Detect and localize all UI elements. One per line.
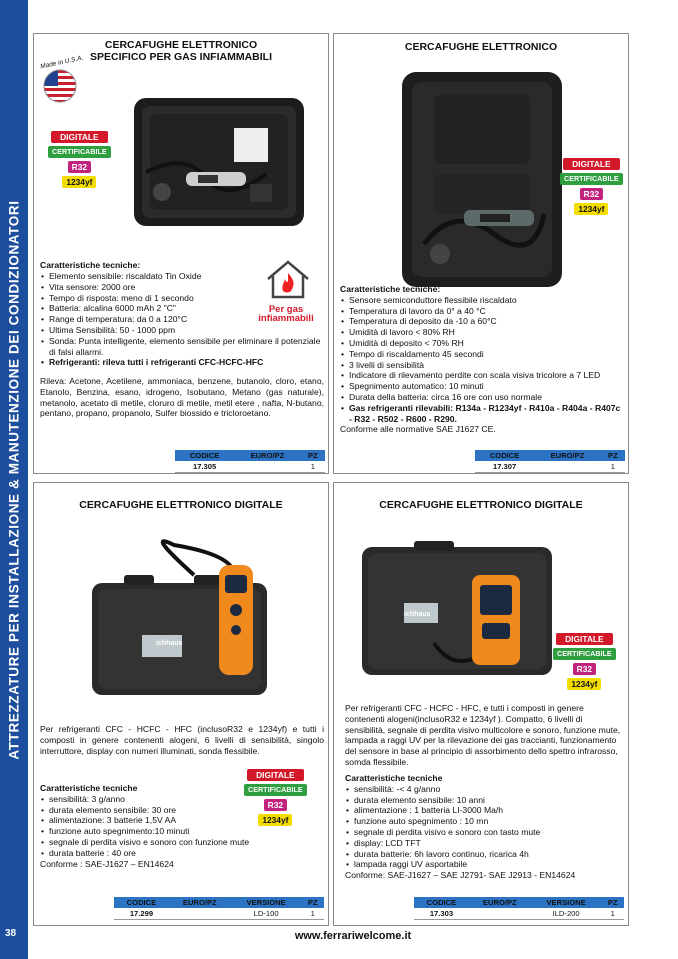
certificabile-badge: CERTIFICABILE <box>244 784 307 796</box>
feature-item-bold: • Refrigeranti: rileva tutti i refrigeranti CFC-HCFC-HFC <box>40 357 326 368</box>
table-header: EURO/PZ <box>534 450 601 461</box>
table-header: EURO/PZ <box>234 450 301 461</box>
feature-item: • lampada raggi UV asportabile <box>345 859 621 870</box>
digitale-badge: DIGITALE <box>563 158 619 170</box>
price-table <box>414 897 624 920</box>
feature-item: • display: LCD TFT <box>345 838 621 849</box>
price-table <box>114 897 324 920</box>
feature-item: • Batteria: alcalina 6000 mAh 2 "C" <box>40 303 254 314</box>
feature-item: • 3 livelli di sensibilità <box>340 360 625 371</box>
table-header: CODICE <box>175 450 234 461</box>
table-header: CODICE <box>475 450 534 461</box>
sidebar-title: ATTREZZATURE PER INSTALLAZIONE & MANUTENZIONE DEI CONDIZIONATORI <box>6 200 22 760</box>
features-heading: Caratteristiche tecniche <box>345 773 443 783</box>
table-header: PZ <box>301 450 325 461</box>
price-table <box>475 450 625 473</box>
leak-detector-case-photo <box>126 92 311 232</box>
r1234yf-badge: 1234yf <box>258 814 292 826</box>
feature-item: • Temperatura di lavoro da 0° a 40 °C <box>340 306 625 317</box>
footer-url[interactable]: www.ferrariwelcome.it <box>294 930 412 942</box>
r1234yf-badge: 1234yf <box>574 203 608 215</box>
made-in-usa-label: Made in U.S.A. <box>39 54 84 71</box>
leak-detector-case-photo <box>84 535 284 700</box>
table-cell: 17.305 <box>175 461 234 473</box>
feature-item: • sensibilità: 3 g/anno <box>40 794 280 805</box>
features-section <box>340 284 625 435</box>
r32-badge: R32 <box>580 188 603 200</box>
conformity-text: Conforme: SAE-J1627 – SAE J2791- SAE J2913 - EN14624 <box>345 870 576 881</box>
table-cell <box>234 461 301 473</box>
r1234yf-badge: 1234yf <box>62 176 96 188</box>
table-header: VERSIONE <box>231 897 302 908</box>
feature-item: • sensibilità: -< 4 g/anno <box>345 784 621 795</box>
table-header: PZ <box>602 897 624 908</box>
table-cell: 1 <box>601 461 625 473</box>
badge-group <box>560 158 623 215</box>
table-cell <box>534 461 601 473</box>
table-header: EURO/PZ <box>169 897 231 908</box>
product-title: CERCAFUGHE ELETTRONICO DIGITALE <box>79 499 283 511</box>
digitale-badge: DIGITALE <box>51 131 107 143</box>
feature-item: • Elemento sensibile: riscaldato Tin Oxide <box>40 271 254 282</box>
r1234yf-badge: 1234yf <box>567 678 601 690</box>
feature-item: • Umidità di lavoro < 80% RH <box>340 327 625 338</box>
feature-item: • Indicatore di rilevamento perdite con scala visiva tricolore a 7 LED <box>340 370 625 381</box>
feature-item: • alimentazione : 1 batteria LI-3000 Ma/h <box>345 805 621 816</box>
product-title: CERCAFUGHE ELETTRONICO DIGITALE <box>379 499 583 511</box>
r32-badge: R32 <box>573 663 596 675</box>
leak-detector-case-photo <box>394 64 569 294</box>
feature-item: • Vita sensore: 2000 ore <box>40 282 254 293</box>
case-brand-label: ichhaus <box>156 640 183 647</box>
digitale-badge: DIGITALE <box>247 769 303 781</box>
certificabile-badge: CERTIFICABILE <box>560 173 623 185</box>
feature-item: • funzione auto spegnimento:10 minuti <box>40 826 280 837</box>
product-card-17303 <box>333 482 629 926</box>
table-cell: 1 <box>301 461 325 473</box>
feature-item: • Range di temperatura: da 0 a 120°C <box>40 314 254 325</box>
table-cell: 17.303 <box>414 908 469 920</box>
product-description: Per refrigeranti CFC - HCFC - HFC (inclusoR32 e 1234yf) e tutti i composti in genere contenenti alogeni, 6 livelli di sensibilità, singolo interruttore, display con numeri illuminati, sonda flessibile. <box>40 724 324 756</box>
r32-badge: R32 <box>264 799 287 811</box>
product-description: Per refrigeranti CFC - HCFC - HFC, e tutti i composti in genere contenenti alogeni(inclusoR32 e 1234yf ). Compatto, 6 livelli di sensibilità, segnale di perdita visivo multicolore e sonoro, funzione mute, lampada a raggi UV per la rilevazione dei gas traccianti, funzionamento del sensore in base al principio di assorbimento dello spettro infrarosso, somda flessibile. <box>345 703 621 767</box>
feature-item: • funzione auto spegnimento : 10 mn <box>345 816 621 827</box>
features-list <box>40 271 326 368</box>
price-table <box>175 450 325 473</box>
feature-item: • Tempo di riscaldamento 45 secondi <box>340 349 625 360</box>
r32-badge: R32 <box>68 161 91 173</box>
features-section <box>40 260 245 271</box>
page-number: 38 <box>5 928 17 939</box>
feature-item: • Temperatura di deposito da -10 a 60°C <box>340 316 625 327</box>
feature-item: • segnale di perdita visivo e sonoro con tasto mute <box>345 827 621 838</box>
badge-group <box>48 131 111 188</box>
features-section <box>345 773 621 881</box>
detectable-gases-text: Rileva: Acetone, Acetilene, ammoniaca, benzene, butanolo, cloro, etano, Etanolo, Benzina, esano, idrogeno, Isobutano, Metano (gas naturale), metanolo, acetato di metile, cloruro di metile, metil etere , nafta, N-butano, pentano, propano, propanolo, Sulfer biossido e tricloroetano. <box>40 376 324 419</box>
product-card-17307 <box>333 33 629 474</box>
case-brand-label: ichhaus <box>404 611 431 618</box>
table-cell: ILD-200 <box>531 908 602 920</box>
feature-item: • durata elemento sensibile: 30 ore <box>40 805 280 816</box>
table-header: PZ <box>601 450 625 461</box>
table-header: CODICE <box>114 897 169 908</box>
feature-item: • Sensore semiconduttore flessibile riscaldato <box>340 295 625 306</box>
feature-item: • Durata della batteria: circa 16 ore con uso normale <box>340 392 625 403</box>
product-title: CERCAFUGHE ELETTRONICO SPECIFICO PER GAS INFIAMMABILI <box>89 39 272 63</box>
table-header: PZ <box>302 897 324 908</box>
table-cell: 17.307 <box>475 461 534 473</box>
table-header: VERSIONE <box>531 897 602 908</box>
conformity-text: Conforme alle normative SAE J1627 CE. <box>340 424 496 435</box>
feature-item: • Sonda: Punta intelligente, elemento sensibile per eliminare il potenziale di falsi allarmi. <box>40 336 326 358</box>
table-header: EURO/PZ <box>469 897 531 908</box>
feature-item: • Umidità di deposito < 70% RH <box>340 338 625 349</box>
product-card-17299 <box>33 482 329 926</box>
features-heading: Caratteristiche tecniche <box>40 783 138 793</box>
badge-group <box>244 769 307 826</box>
certificabile-badge: CERTIFICABILE <box>553 648 616 660</box>
digitale-badge: DIGITALE <box>556 633 612 645</box>
conformity-text: Conforme : SAE-J1627 – EN14624 <box>40 858 174 869</box>
feature-item-bold: • Gas refrigeranti rilevabili: R134a - R1234yf - R410a - R404a - R407c - R32 - R502 - R600 - R290. <box>340 403 625 425</box>
table-header: CODICE <box>414 897 469 908</box>
features-heading: Caratteristiche tecniche: <box>340 284 441 294</box>
table-cell <box>169 908 231 920</box>
feature-item: • Tempo di risposta: meno di 1 secondo <box>40 293 254 304</box>
table-cell <box>469 908 531 920</box>
feature-item: • alimentazione: 3 batterie 1,5V AA <box>40 815 280 826</box>
table-cell: 1 <box>602 908 624 920</box>
feature-item: • durata batterie: 6h lavoro continuo, ricarica 4h <box>345 849 621 860</box>
feature-item: • Ultima Sensibilità: 50 - 1000 ppm <box>40 325 326 336</box>
product-card-17305 <box>33 33 329 474</box>
features-heading: Caratteristiche tecniche: <box>40 260 141 270</box>
feature-item: • durata elemento sensibile: 10 anni <box>345 795 621 806</box>
feature-item: • segnale di perdita visivo e sonoro con funzione mute <box>40 837 280 848</box>
badge-group <box>553 633 616 690</box>
certificabile-badge: CERTIFICABILE <box>48 146 111 158</box>
feature-item: • Spegnimento automatico: 10 minuti <box>340 381 625 392</box>
leak-detector-case-photo <box>354 533 564 683</box>
table-cell: 1 <box>302 908 324 920</box>
sidebar-band <box>0 0 28 959</box>
feature-item: • durata batterie : 40 ore <box>40 848 280 859</box>
flammable-label: Per gas infiammabili <box>258 304 314 324</box>
product-title: CERCAFUGHE ELETTRONICO <box>404 41 558 53</box>
table-cell: 17.299 <box>114 908 169 920</box>
table-cell: LD-100 <box>231 908 302 920</box>
